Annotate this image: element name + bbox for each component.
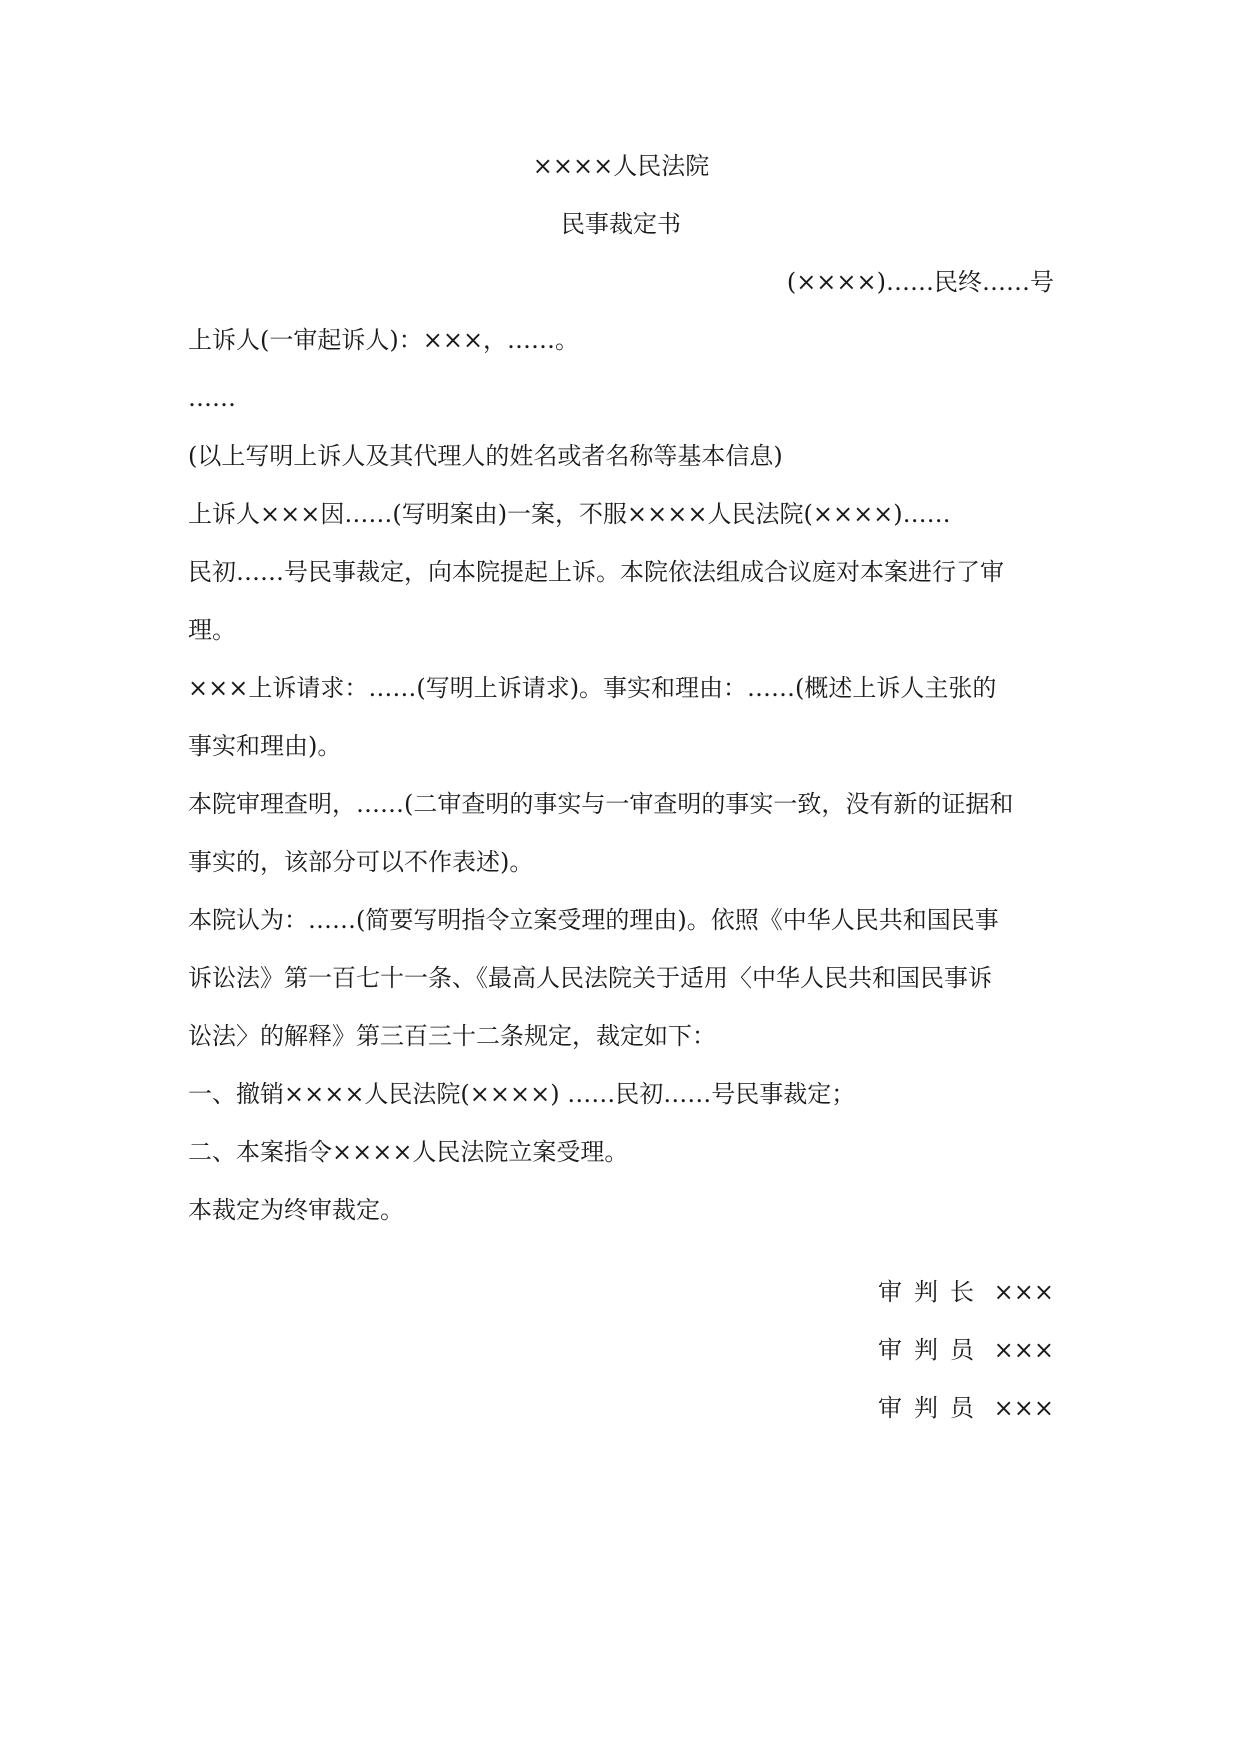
- body-line: 理。: [188, 616, 236, 644]
- signature-role: 审判员: [878, 1336, 987, 1364]
- signature-name: ×××: [993, 1336, 1054, 1364]
- body-line: 本院认为：……(简要写明指令立案受理的理由)。依照《中华人民共和国民事: [188, 906, 999, 934]
- body-line: 讼法〉的解释》第三百三十二条规定，裁定如下：: [188, 1022, 716, 1050]
- body-line: 本院审理查明，……(二审查明的事实与一审查明的事实一致，没有新的证据和: [188, 790, 1014, 818]
- ruling-item-1: 一、撤销××××人民法院(××××) ……民初……号民事裁定；: [188, 1080, 856, 1108]
- case-number: (××××)……民终……号: [786, 268, 1054, 296]
- ruling-item-2: 二、本案指令××××人民法院立案受理。: [188, 1138, 629, 1166]
- signature-judge-2: [760, 1392, 1054, 1424]
- document-type-title: 民事裁定书: [561, 210, 681, 238]
- body-line: 民初……号民事裁定，向本院提起上诉。本院依法组成合议庭对本案进行了审: [188, 558, 1004, 586]
- body-line: 上诉人×××因……(写明案由)一案，不服××××人民法院(××××)……: [188, 500, 951, 528]
- body-line: ……: [188, 384, 236, 412]
- finality-statement: 本裁定为终审裁定。: [188, 1196, 404, 1224]
- signature-name: ×××: [993, 1394, 1054, 1422]
- signature-judge-1: [760, 1334, 1054, 1366]
- body-line: 事实和理由)。: [188, 732, 342, 760]
- body-line: (以上写明上诉人及其代理人的姓名或者名称等基本信息): [188, 442, 783, 470]
- body-line: ×××上诉请求：……(写明上诉请求)。事实和理由：……(概述上诉人主张的: [188, 674, 997, 702]
- court-title: ××××人民法院: [532, 152, 710, 180]
- signature-name: ×××: [993, 1278, 1054, 1306]
- signature-role: 审判长: [878, 1278, 987, 1306]
- signature-role: 审判员: [878, 1394, 987, 1422]
- body-line: 上诉人(一审起诉人)：×××，……。: [188, 326, 580, 354]
- body-line: 诉讼法》第一百七十一条、《最高人民法院关于适用〈中华人民共和国民事诉: [188, 964, 992, 992]
- signature-presiding-judge: [760, 1276, 1054, 1308]
- body-line: 事实的，该部分可以不作表述)。: [188, 848, 534, 876]
